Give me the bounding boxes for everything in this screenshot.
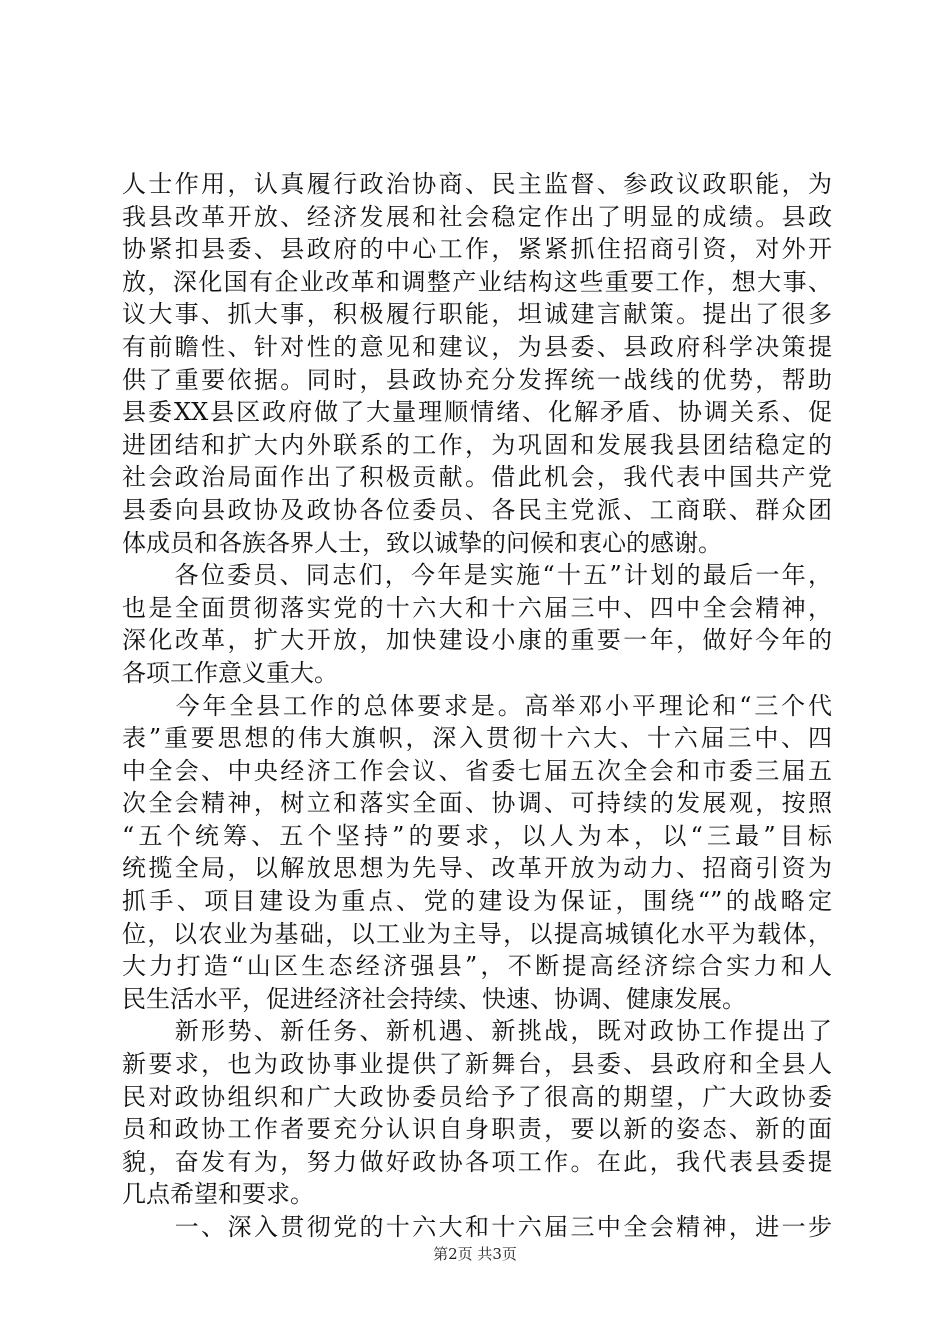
text-line: 员和政协工作者要充分认识自身职责，要以新的姿态、新的面 bbox=[122, 1115, 832, 1144]
text-line: 社会政治局面作出了积极贡献。借此机会，我代表中国共产党 bbox=[122, 463, 832, 492]
text-line: 进团结和扩大内外联系的工作，为巩固和发展我县团结稳定的 bbox=[122, 430, 832, 459]
text-line: 几点希望和要求。 bbox=[122, 1180, 314, 1209]
page-footer: 第2页 共3页 bbox=[433, 1245, 517, 1263]
body-text bbox=[122, 168, 832, 1244]
text-line: 县委向县政协及政协各位委员、各民主党派、工商联、群众团 bbox=[122, 495, 832, 524]
text-line: “五个统筹、五个坚持”的要求，以人为本，以“三最”目标 bbox=[122, 821, 832, 850]
text-line: 我县改革开放、经济发展和社会稳定作出了明显的成绩。县政 bbox=[122, 202, 832, 231]
text-line: 次全会精神，树立和落实全面、协调、可持续的发展观，按照 bbox=[122, 789, 832, 818]
text-line: 深化改革，扩大开放，加快建设小康的重要一年，做好今年的 bbox=[122, 626, 832, 655]
text-line: 新要求，也为政协事业提供了新舞台，县委、县政府和全县人 bbox=[122, 1050, 832, 1079]
text-line: 统揽全局，以解放思想为先导、改革开放为动力、招商引资为 bbox=[122, 854, 832, 883]
text-line: 县委XX县区政府做了大量理顺情绪、化解矛盾、协调关系、促 bbox=[122, 398, 832, 427]
text-line: 民生活水平，促进经济社会持续、快速、协调、健康发展。 bbox=[122, 984, 746, 1013]
text-line: 大力打造“山区生态经济强县”，不断提高经济综合实力和人 bbox=[122, 952, 832, 981]
text-line: 供了重要依据。同时，县政协充分发挥统一战线的优势，帮助 bbox=[122, 365, 832, 394]
text-line: 今年全县工作的总体要求是。高举邓小平理论和“三个代 bbox=[122, 691, 832, 720]
text-line: 位，以农业为基础，以工业为主导，以提高城镇化水平为载体， bbox=[122, 919, 832, 948]
text-line: 放，深化国有企业改革和调整产业结构这些重要工作，想大事、 bbox=[122, 267, 832, 296]
text-line: 抓手、项目建设为重点、党的建设为保证，围绕“”的战略定 bbox=[122, 887, 832, 916]
text-line: 议大事、抓大事，积极履行职能，坦诚建言献策。提出了很多 bbox=[122, 300, 832, 329]
text-line: 体成员和各族各界人士，致以诚挚的问候和衷心的感谢。 bbox=[122, 528, 722, 557]
text-line: 中全会、中央经济工作会议、省委七届五次全会和市委三届五 bbox=[122, 756, 832, 785]
text-line: 一、深入贯彻党的十六大和十六届三中全会精神，进一步 bbox=[122, 1213, 832, 1241]
text-line: 协紧扣县委、县政府的中心工作，紧紧抓住招商引资，对外开 bbox=[122, 235, 832, 264]
text-line: 各位委员、同志们，今年是实施“十五”计划的最后一年， bbox=[122, 561, 832, 590]
text-line: 人士作用，认真履行政治协商、民主监督、参政议政职能，为 bbox=[122, 170, 832, 198]
text-line: 也是全面贯彻落实党的十六大和十六届三中、四中全会精神， bbox=[122, 593, 832, 622]
text-line: 貌，奋发有为，努力做好政协各项工作。在此，我代表县委提 bbox=[122, 1147, 832, 1176]
text-line: 各项工作意义重大。 bbox=[122, 658, 338, 687]
text-line: 有前瞻性、针对性的意见和建议，为县委、县政府科学决策提 bbox=[122, 332, 832, 361]
text-line: 新形势、新任务、新机遇、新挑战，既对政协工作提出了 bbox=[122, 1017, 832, 1046]
text-line: 民对政协组织和广大政协委员给予了很高的期望，广大政协委 bbox=[122, 1082, 832, 1111]
text-line: 表”重要思想的伟大旗帜，深入贯彻十六大、十六届三中、四 bbox=[122, 724, 832, 753]
